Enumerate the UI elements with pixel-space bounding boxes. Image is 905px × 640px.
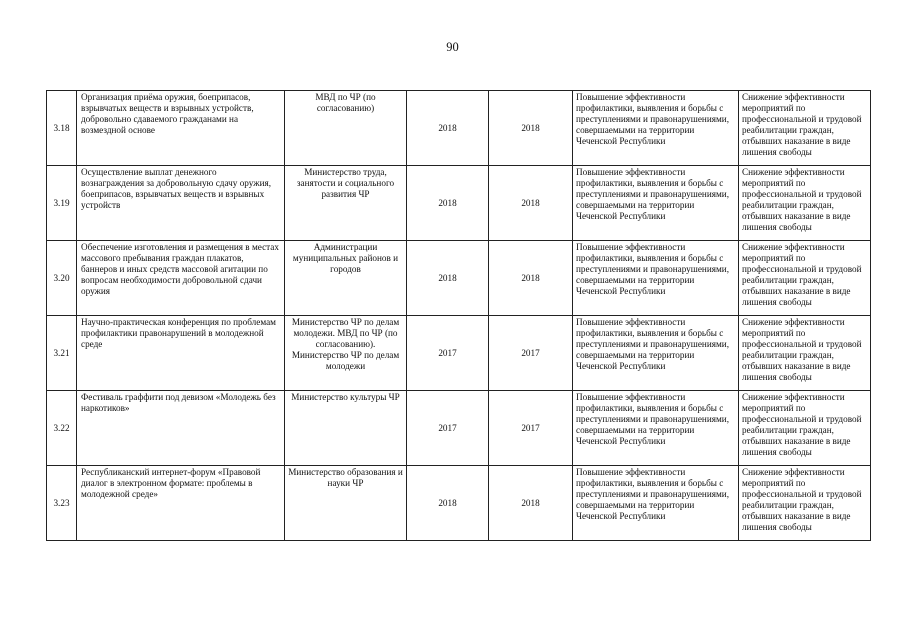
row-number: 3.23 xyxy=(47,466,77,541)
row-number: 3.18 xyxy=(47,91,77,166)
expected-result: Повышение эффективности профилактики, выявления и борьбы с преступлениями и правонарушениями, совершаемыми на территории Чеченской Республики xyxy=(573,166,739,241)
table-row xyxy=(47,466,871,541)
measures-table xyxy=(46,90,871,541)
non-implementation-consequence: Снижение эффективности мероприятий по профессиональной и трудовой реабилитации граждан, отбывших наказание в виде лишения свободы xyxy=(739,166,871,241)
year-start: 2017 xyxy=(407,316,489,391)
row-number: 3.19 xyxy=(47,166,77,241)
expected-result: Повышение эффективности профилактики, выявления и борьбы с преступлениями и правонарушениями, совершаемыми на территории Чеченской Республики xyxy=(573,241,739,316)
table-row xyxy=(47,316,871,391)
year-end: 2018 xyxy=(489,91,573,166)
expected-result: Повышение эффективности профилактики, выявления и борьбы с преступлениями и правонарушениями, совершаемыми на территории Чеченской Республики xyxy=(573,466,739,541)
expected-result: Повышение эффективности профилактики, выявления и борьбы с преступлениями и правонарушениями, совершаемыми на территории Чеченской Республики xyxy=(573,316,739,391)
expected-result: Повышение эффективности профилактики, выявления и борьбы с преступлениями и правонарушениями, совершаемыми на территории Чеченской Республики xyxy=(573,391,739,466)
measure-name: Осуществление выплат денежного вознаграждения за добровольную сдачу оружия, боеприпасов, взрывчатых веществ и взрывных устройств xyxy=(77,166,285,241)
table-row xyxy=(47,241,871,316)
executor: Министерство ЧР по делам молодежи. МВД по ЧР (по согласованию). Министерство ЧР по делам молодежи xyxy=(285,316,407,391)
measure-name: Фестиваль граффити под девизом «Молодежь без наркотиков» xyxy=(77,391,285,466)
table-row xyxy=(47,91,871,166)
year-end: 2017 xyxy=(489,391,573,466)
row-number: 3.20 xyxy=(47,241,77,316)
non-implementation-consequence: Снижение эффективности мероприятий по профессиональной и трудовой реабилитации граждан, отбывших наказание в виде лишения свободы xyxy=(739,466,871,541)
non-implementation-consequence: Снижение эффективности мероприятий по профессиональной и трудовой реабилитации граждан, отбывших наказание в виде лишения свободы xyxy=(739,316,871,391)
non-implementation-consequence: Снижение эффективности мероприятий по профессиональной и трудовой реабилитации граждан, отбывших наказание в виде лишения свободы xyxy=(739,391,871,466)
executor: Министерство труда, занятости и социального развития ЧР xyxy=(285,166,407,241)
year-start: 2018 xyxy=(407,91,489,166)
year-end: 2018 xyxy=(489,241,573,316)
non-implementation-consequence: Снижение эффективности мероприятий по профессиональной и трудовой реабилитации граждан, отбывших наказание в виде лишения свободы xyxy=(739,91,871,166)
table-row xyxy=(47,166,871,241)
non-implementation-consequence: Снижение эффективности мероприятий по профессиональной и трудовой реабилитации граждан, отбывших наказание в виде лишения свободы xyxy=(739,241,871,316)
year-end: 2017 xyxy=(489,316,573,391)
measure-name: Организация приёма оружия, боеприпасов, взрывчатых веществ и взрывных устройств, добровольно сдаваемого гражданами на возмездной основе xyxy=(77,91,285,166)
measure-name: Научно-практическая конференция по проблемам профилактики правонарушений в молодежной среде xyxy=(77,316,285,391)
year-start: 2018 xyxy=(407,241,489,316)
measure-name: Республиканский интернет-форум «Правовой диалог в электронном формате: проблемы в молодежной среде» xyxy=(77,466,285,541)
year-end: 2018 xyxy=(489,466,573,541)
executor: МВД по ЧР (по согласованию) xyxy=(285,91,407,166)
year-start: 2018 xyxy=(407,466,489,541)
measure-name: Обеспечение изготовления и размещения в местах массового пребывания граждан плакатов, баннеров и иных средств массовой агитации по вопросам необходимости добровольной сдачи оружия xyxy=(77,241,285,316)
year-start: 2018 xyxy=(407,166,489,241)
executor: Министерство образования и науки ЧР xyxy=(285,466,407,541)
row-number: 3.22 xyxy=(47,391,77,466)
executor: Министерство культуры ЧР xyxy=(285,391,407,466)
table-row xyxy=(47,391,871,466)
page-number: 90 xyxy=(446,40,459,54)
executor: Администрации муниципальных районов и городов xyxy=(285,241,407,316)
row-number: 3.21 xyxy=(47,316,77,391)
year-start: 2017 xyxy=(407,391,489,466)
year-end: 2018 xyxy=(489,166,573,241)
expected-result: Повышение эффективности профилактики, выявления и борьбы с преступлениями и правонарушениями, совершаемыми на территории Чеченской Республики xyxy=(573,91,739,166)
